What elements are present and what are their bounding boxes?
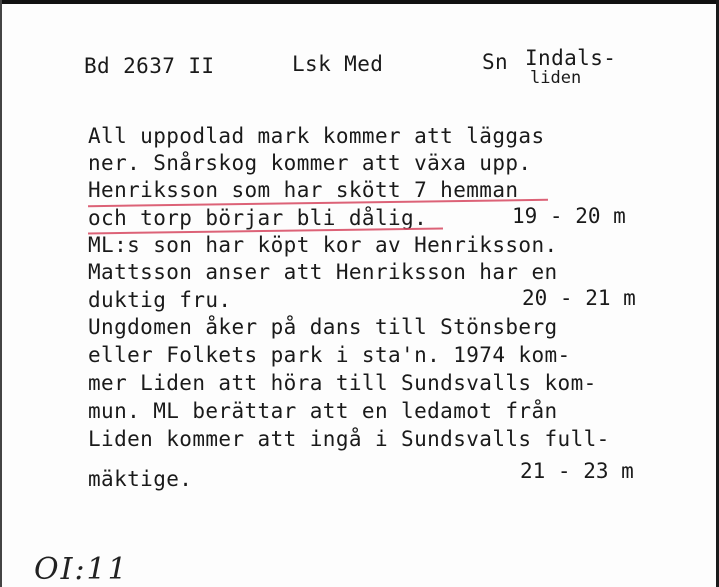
card-top-edge [0, 0, 719, 4]
card-source: Lsk Med [292, 52, 384, 76]
time-ref-3: 21 - 23 m [520, 459, 634, 483]
body-line-11: mun. ML berättar att en ledamot från [88, 399, 558, 423]
card-left-edge [0, 0, 2, 587]
body-line-7: duktig fru. [88, 288, 232, 312]
time-ref-2: 20 - 21 m [522, 286, 636, 310]
body-line-10: mer Liden att höra till Sundsvalls kom- [88, 371, 597, 395]
body-line-5: ML:s son har köpt kor av Henriksson. [88, 233, 558, 257]
body-line-13: mäktige. [88, 467, 193, 491]
body-line-8: Ungdomen åker på dans till Stönsberg [88, 315, 558, 339]
body-line-12: Liden kommer att ingå i Sundsvalls full- [88, 427, 610, 451]
parish-name-line2: liden [530, 68, 582, 88]
body-line-9: eller Folkets park i sta'n. 1974 kom- [88, 343, 571, 367]
handwritten-archive-mark: OI:11 [34, 552, 129, 587]
card-reference: Bd 2637 II [84, 54, 215, 78]
parish-prefix: Sn [482, 50, 509, 74]
body-line-6: Mattsson anser att Henriksson har en [88, 260, 558, 284]
body-line-3: Henriksson som har skött 7 hemman [88, 178, 519, 202]
parish-name-line1: Indals- [525, 46, 617, 70]
body-line-4: och torp börjar bli dålig. [88, 206, 428, 230]
body-line-2: ner. Snårskog kommer att växa upp. [88, 151, 532, 175]
time-ref-1: 19 - 20 m [512, 204, 626, 228]
body-line-1: All uppodlad mark kommer att läggas [88, 124, 545, 148]
